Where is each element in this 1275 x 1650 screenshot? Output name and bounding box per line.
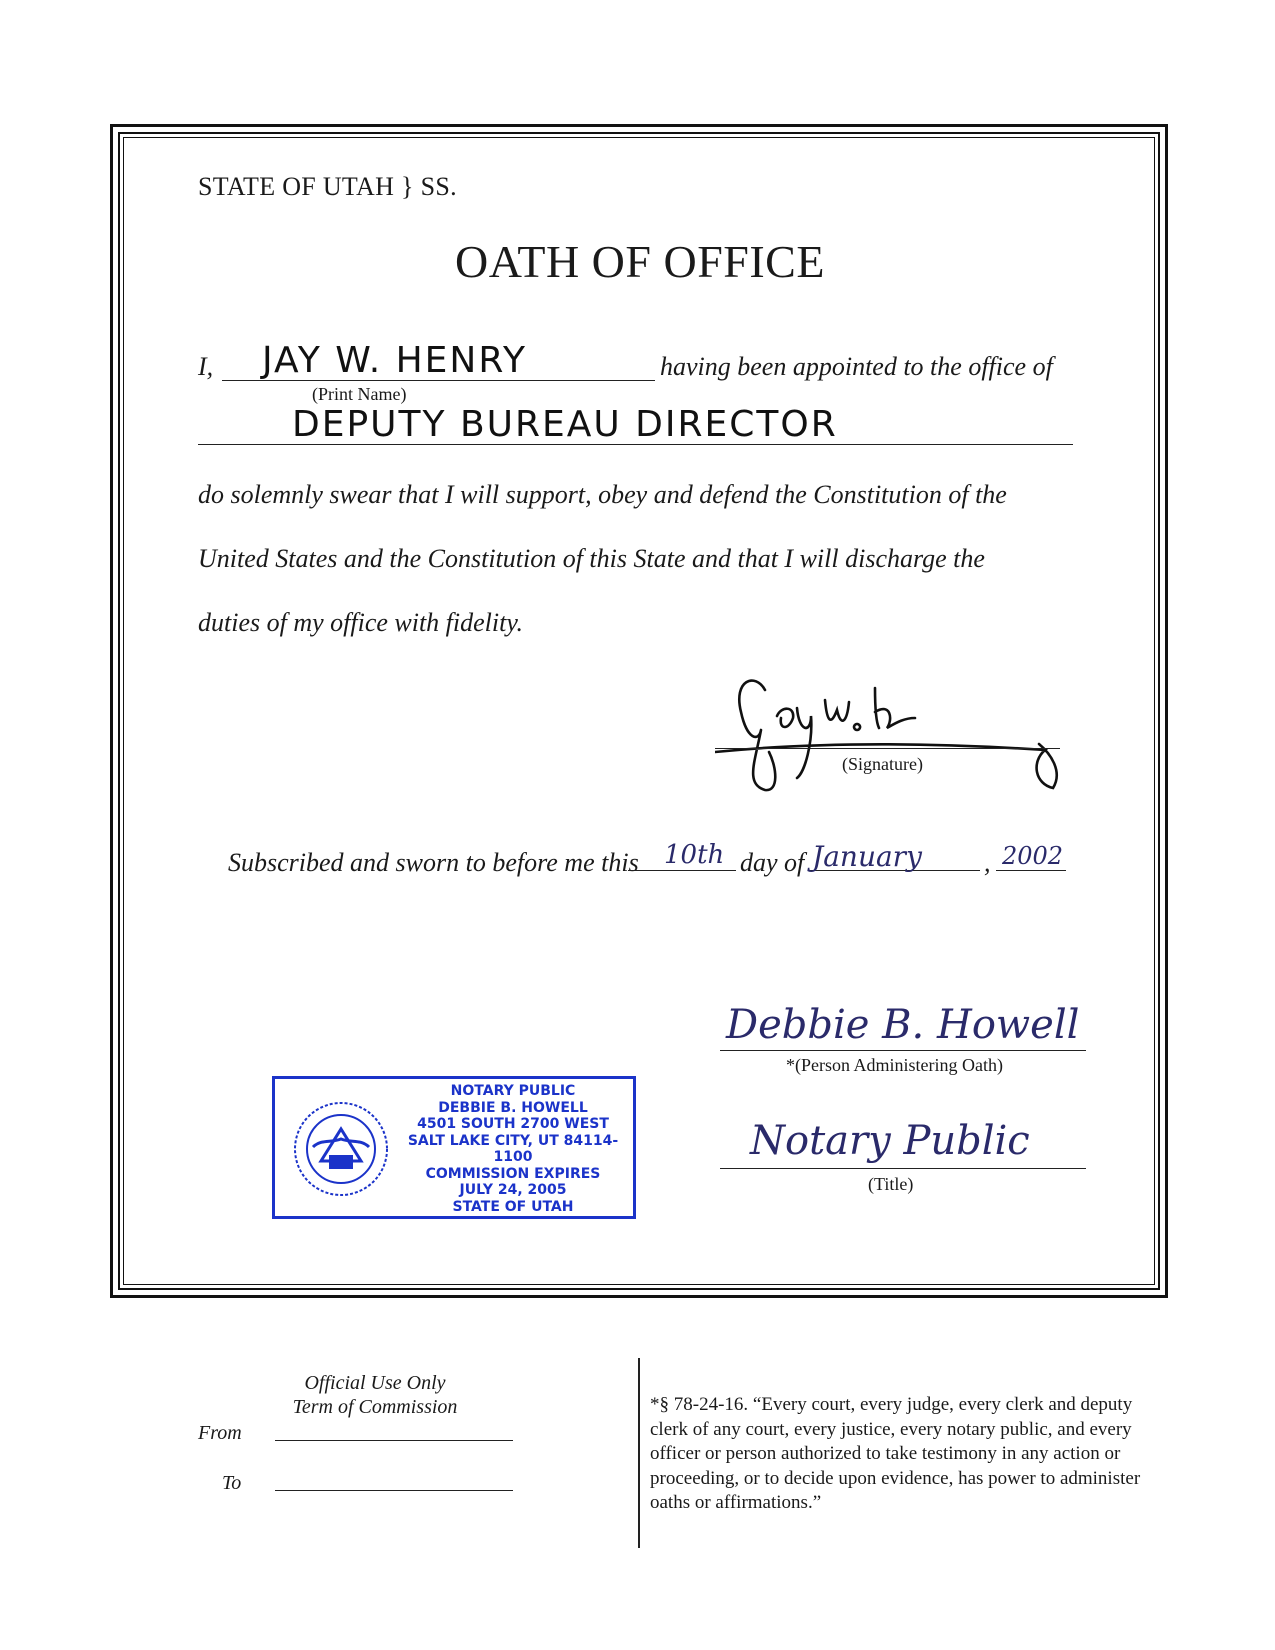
title-line	[720, 1168, 1086, 1169]
day-of-text: day of	[740, 848, 805, 877]
day-line	[628, 870, 736, 871]
to-line	[275, 1490, 513, 1491]
stamp-line: DEBBIE B. HOWELL	[438, 1099, 588, 1116]
handwritten-name: JAY W. HENRY	[262, 340, 528, 381]
state-seal-icon	[291, 1099, 391, 1199]
print-name-caption: (Print Name)	[312, 384, 407, 404]
handwritten-title: Notary Public	[750, 1118, 1030, 1164]
stamp-line: 4501 SOUTH 2700 WEST	[417, 1116, 609, 1132]
signature-line	[715, 748, 1060, 749]
oath-taker-signature	[715, 672, 1095, 802]
stamp-line: SALT LAKE CITY, UT 84114-1100	[407, 1132, 619, 1165]
oath-body-line-1: do solemnly swear that I will support, obey and defend the Constitution of the	[198, 480, 1007, 509]
from-line	[275, 1440, 513, 1441]
title-caption: (Title)	[868, 1174, 914, 1194]
year-line	[996, 870, 1066, 871]
signature-caption: (Signature)	[842, 754, 923, 774]
administrator-signature: Debbie B. Howell	[726, 1002, 1080, 1048]
stamp-line: STATE OF UTAH	[452, 1198, 574, 1215]
state-line: STATE OF UTAH } SS.	[198, 172, 457, 201]
oath-prefix: I,	[198, 352, 214, 381]
date-comma: ,	[984, 848, 991, 877]
section-divider	[638, 1358, 640, 1548]
term-of-commission-heading: Term of Commission	[292, 1396, 458, 1418]
stamp-line: COMMISSION EXPIRES	[425, 1165, 601, 1182]
to-label: To	[222, 1472, 242, 1494]
oath-body-line-3: duties of my office with fidelity.	[198, 608, 523, 637]
appointed-text: having been appointed to the office of	[660, 352, 1053, 381]
administrator-caption: *(Person Administering Oath)	[786, 1055, 1003, 1075]
from-label: From	[198, 1422, 242, 1444]
notary-stamp	[272, 1076, 636, 1219]
statute-text: *§ 78-24-16. “Every court, every judge, every clerk and deputy clerk of any court, every justice, every notary public, and every officer or person authorized to take testimony in any action or proceeding, or to decide upon evidence, has power to administer oaths or affirmations.”	[650, 1394, 1141, 1513]
handwritten-year: 2002	[1002, 842, 1064, 870]
stamp-line: NOTARY PUBLIC	[450, 1083, 576, 1099]
official-use-heading: Official Use Only	[304, 1372, 446, 1394]
oath-body-line-2: United States and the Constitution of this State and that I will discharge the	[198, 544, 985, 573]
stamp-line: JULY 24, 2005	[459, 1182, 567, 1198]
handwritten-office: DEPUTY BUREAU DIRECTOR	[292, 404, 838, 445]
document-title: OATH OF OFFICE	[455, 236, 825, 287]
sworn-prefix: Subscribed and sworn to before me this	[228, 848, 639, 877]
handwritten-day: 10th	[664, 840, 725, 870]
handwritten-month: January	[812, 840, 922, 873]
administrator-line	[720, 1050, 1086, 1051]
